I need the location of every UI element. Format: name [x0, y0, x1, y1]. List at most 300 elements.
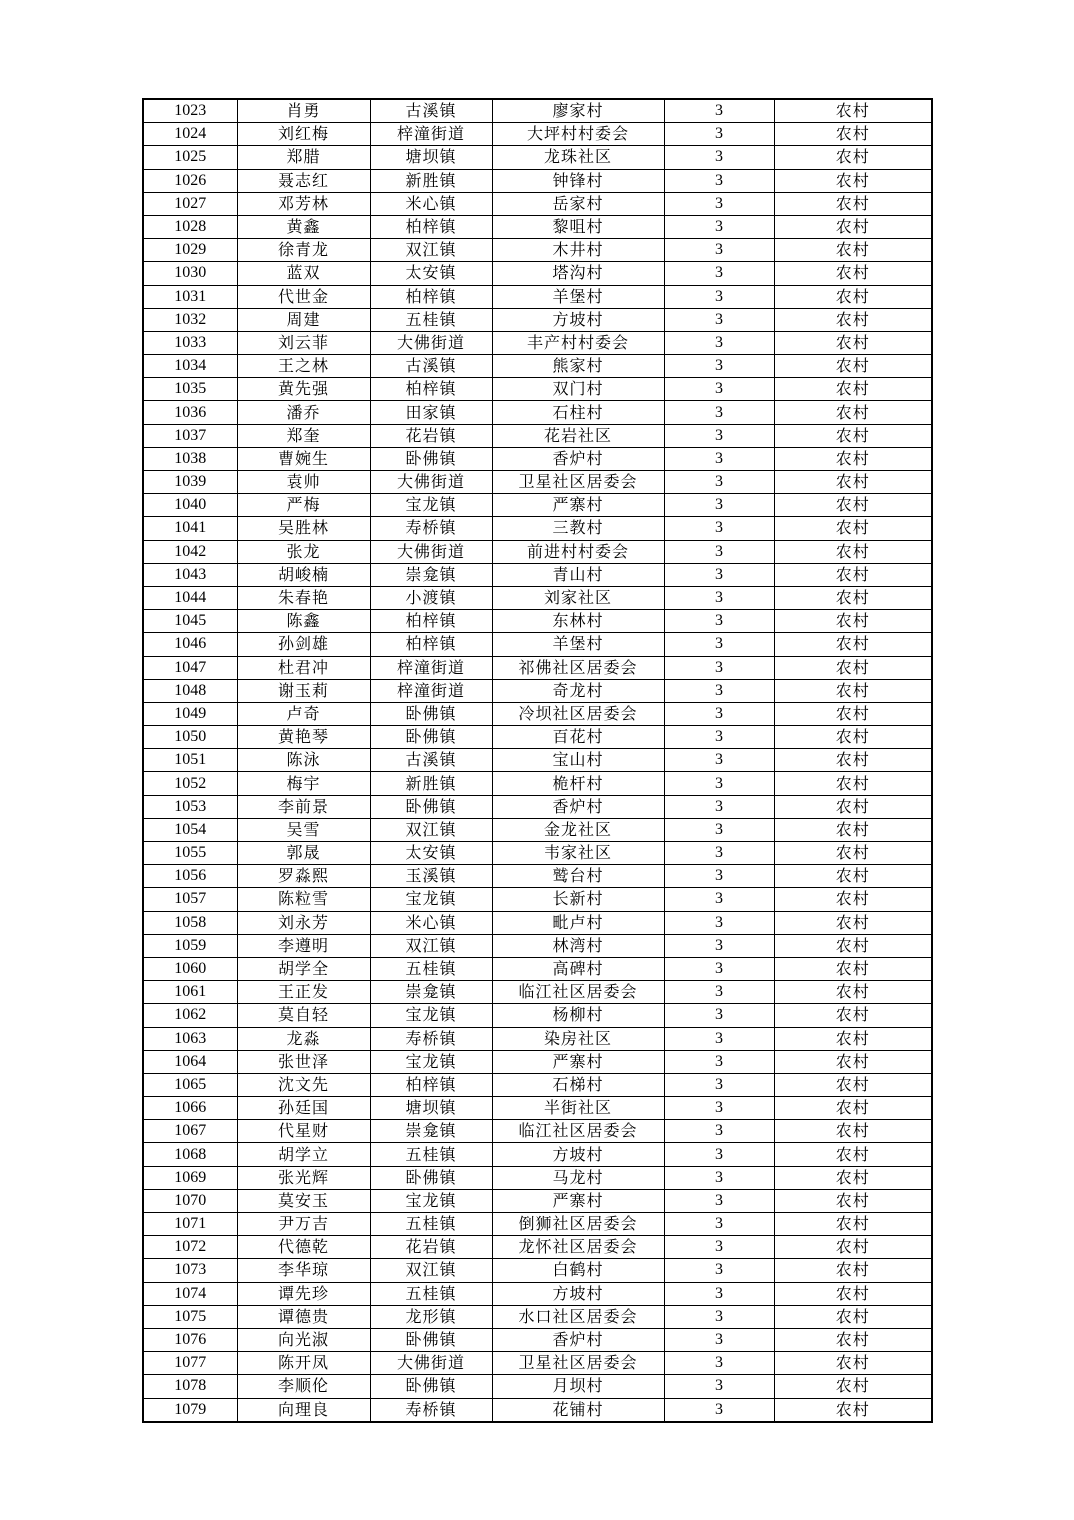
- category-cell: 农村: [774, 1073, 932, 1096]
- row-number-cell: 1023: [143, 99, 237, 123]
- count-cell: 3: [664, 656, 774, 679]
- category-cell: 农村: [774, 1120, 932, 1143]
- table-row: [143, 146, 932, 169]
- row-number-cell: 1064: [143, 1050, 237, 1073]
- category-cell: 农村: [774, 99, 932, 123]
- category-cell: 农村: [774, 610, 932, 633]
- table-row: [143, 1282, 932, 1305]
- table-row: [143, 795, 932, 818]
- count-cell: 3: [664, 494, 774, 517]
- village-cell: 羊堡村: [492, 285, 664, 308]
- village-cell: 石梯村: [492, 1073, 664, 1096]
- category-cell: 农村: [774, 656, 932, 679]
- count-cell: 3: [664, 169, 774, 192]
- name-cell: 谭德贵: [237, 1305, 370, 1328]
- category-cell: 农村: [774, 726, 932, 749]
- town-cell: 卧佛镇: [370, 1375, 492, 1398]
- name-cell: 胡峻楠: [237, 563, 370, 586]
- table-row: [143, 308, 932, 331]
- table-row: [143, 1236, 932, 1259]
- table-row: [143, 169, 932, 192]
- town-cell: 梓潼街道: [370, 656, 492, 679]
- table-row: [143, 842, 932, 865]
- town-cell: 新胜镇: [370, 169, 492, 192]
- village-cell: 毗卢村: [492, 911, 664, 934]
- row-number-cell: 1063: [143, 1027, 237, 1050]
- name-cell: 周建: [237, 308, 370, 331]
- village-cell: 香炉村: [492, 795, 664, 818]
- village-cell: 金龙社区: [492, 818, 664, 841]
- category-cell: 农村: [774, 262, 932, 285]
- row-number-cell: 1072: [143, 1236, 237, 1259]
- town-cell: 五桂镇: [370, 957, 492, 980]
- category-cell: 农村: [774, 355, 932, 378]
- name-cell: 李遵明: [237, 934, 370, 957]
- row-number-cell: 1069: [143, 1166, 237, 1189]
- town-cell: 柏梓镇: [370, 285, 492, 308]
- village-cell: 祁佛社区居委会: [492, 656, 664, 679]
- table-row: [143, 378, 932, 401]
- table-row: [143, 355, 932, 378]
- village-cell: 鹫台村: [492, 865, 664, 888]
- table-row: [143, 99, 932, 123]
- count-cell: 3: [664, 934, 774, 957]
- name-cell: 谭先珍: [237, 1282, 370, 1305]
- name-cell: 邓芳林: [237, 192, 370, 215]
- row-number-cell: 1034: [143, 355, 237, 378]
- row-number-cell: 1065: [143, 1073, 237, 1096]
- village-cell: 前进村村委会: [492, 540, 664, 563]
- category-cell: 农村: [774, 981, 932, 1004]
- count-cell: 3: [664, 540, 774, 563]
- table-row: [143, 888, 932, 911]
- town-cell: 五桂镇: [370, 1282, 492, 1305]
- village-cell: 杨柳村: [492, 1004, 664, 1027]
- village-cell: 马龙村: [492, 1166, 664, 1189]
- count-cell: 3: [664, 1189, 774, 1212]
- row-number-cell: 1056: [143, 865, 237, 888]
- village-cell: 桅杆村: [492, 772, 664, 795]
- row-number-cell: 1032: [143, 308, 237, 331]
- town-cell: 大佛街道: [370, 1352, 492, 1375]
- village-cell: 方坡村: [492, 308, 664, 331]
- category-cell: 农村: [774, 818, 932, 841]
- count-cell: 3: [664, 1027, 774, 1050]
- row-number-cell: 1067: [143, 1120, 237, 1143]
- name-cell: 张龙: [237, 540, 370, 563]
- name-cell: 沈文先: [237, 1073, 370, 1096]
- name-cell: 代星财: [237, 1120, 370, 1143]
- table-row: [143, 1120, 932, 1143]
- row-number-cell: 1046: [143, 633, 237, 656]
- table-row: [143, 934, 932, 957]
- count-cell: 3: [664, 123, 774, 146]
- row-number-cell: 1028: [143, 215, 237, 238]
- name-cell: 龙淼: [237, 1027, 370, 1050]
- row-number-cell: 1073: [143, 1259, 237, 1282]
- village-cell: 黎咀村: [492, 215, 664, 238]
- category-cell: 农村: [774, 308, 932, 331]
- category-cell: 农村: [774, 494, 932, 517]
- category-cell: 农村: [774, 378, 932, 401]
- category-cell: 农村: [774, 401, 932, 424]
- town-cell: 崇龛镇: [370, 563, 492, 586]
- table-row: [143, 957, 932, 980]
- town-cell: 塘坝镇: [370, 146, 492, 169]
- row-number-cell: 1036: [143, 401, 237, 424]
- row-number-cell: 1042: [143, 540, 237, 563]
- row-number-cell: 1054: [143, 818, 237, 841]
- row-number-cell: 1059: [143, 934, 237, 957]
- village-cell: 三教村: [492, 517, 664, 540]
- table-row: [143, 1027, 932, 1050]
- village-cell: 钟锋村: [492, 169, 664, 192]
- category-cell: 农村: [774, 772, 932, 795]
- village-cell: 严寨村: [492, 1189, 664, 1212]
- table-row: [143, 586, 932, 609]
- village-cell: 林湾村: [492, 934, 664, 957]
- count-cell: 3: [664, 447, 774, 470]
- town-cell: 宝龙镇: [370, 1004, 492, 1027]
- count-cell: 3: [664, 1375, 774, 1398]
- row-number-cell: 1071: [143, 1213, 237, 1236]
- name-cell: 孙剑雄: [237, 633, 370, 656]
- town-cell: 大佛街道: [370, 331, 492, 354]
- name-cell: 严梅: [237, 494, 370, 517]
- town-cell: 梓潼街道: [370, 123, 492, 146]
- town-cell: 大佛街道: [370, 540, 492, 563]
- town-cell: 双江镇: [370, 239, 492, 262]
- category-cell: 农村: [774, 517, 932, 540]
- row-number-cell: 1058: [143, 911, 237, 934]
- table-row: [143, 1166, 932, 1189]
- count-cell: 3: [664, 1398, 774, 1422]
- row-number-cell: 1029: [143, 239, 237, 262]
- town-cell: 米心镇: [370, 192, 492, 215]
- row-number-cell: 1068: [143, 1143, 237, 1166]
- town-cell: 玉溪镇: [370, 865, 492, 888]
- category-cell: 农村: [774, 934, 932, 957]
- count-cell: 3: [664, 1352, 774, 1375]
- town-cell: 梓潼街道: [370, 679, 492, 702]
- count-cell: 3: [664, 285, 774, 308]
- table-row: [143, 772, 932, 795]
- name-cell: 朱春艳: [237, 586, 370, 609]
- count-cell: 3: [664, 331, 774, 354]
- village-cell: 刘家社区: [492, 586, 664, 609]
- table-row: [143, 1189, 932, 1212]
- row-number-cell: 1061: [143, 981, 237, 1004]
- count-cell: 3: [664, 842, 774, 865]
- name-cell: 陈粒雪: [237, 888, 370, 911]
- category-cell: 农村: [774, 1375, 932, 1398]
- name-cell: 郑腊: [237, 146, 370, 169]
- town-cell: 米心镇: [370, 911, 492, 934]
- name-cell: 王正发: [237, 981, 370, 1004]
- row-number-cell: 1051: [143, 749, 237, 772]
- row-number-cell: 1055: [143, 842, 237, 865]
- name-cell: 杜君冲: [237, 656, 370, 679]
- village-cell: 卫星社区居委会: [492, 1352, 664, 1375]
- table-row: [143, 1375, 932, 1398]
- count-cell: 3: [664, 795, 774, 818]
- village-cell: 水口社区居委会: [492, 1305, 664, 1328]
- town-cell: 新胜镇: [370, 772, 492, 795]
- row-number-cell: 1057: [143, 888, 237, 911]
- count-cell: 3: [664, 355, 774, 378]
- name-cell: 聂志红: [237, 169, 370, 192]
- table-row: [143, 702, 932, 725]
- table-row: [143, 331, 932, 354]
- table-row: [143, 401, 932, 424]
- village-cell: 韦家社区: [492, 842, 664, 865]
- town-cell: 太安镇: [370, 262, 492, 285]
- town-cell: 五桂镇: [370, 1213, 492, 1236]
- category-cell: 农村: [774, 123, 932, 146]
- category-cell: 农村: [774, 586, 932, 609]
- category-cell: 农村: [774, 1282, 932, 1305]
- table-row: [143, 865, 932, 888]
- village-cell: 丰产村村委会: [492, 331, 664, 354]
- row-number-cell: 1045: [143, 610, 237, 633]
- town-cell: 寿桥镇: [370, 1027, 492, 1050]
- name-cell: 李顺伦: [237, 1375, 370, 1398]
- row-number-cell: 1041: [143, 517, 237, 540]
- name-cell: 吴雪: [237, 818, 370, 841]
- count-cell: 3: [664, 1097, 774, 1120]
- count-cell: 3: [664, 378, 774, 401]
- row-number-cell: 1050: [143, 726, 237, 749]
- row-number-cell: 1048: [143, 679, 237, 702]
- name-cell: 李前景: [237, 795, 370, 818]
- table-row: [143, 1097, 932, 1120]
- village-cell: 香炉村: [492, 447, 664, 470]
- name-cell: 陈开凤: [237, 1352, 370, 1375]
- count-cell: 3: [664, 749, 774, 772]
- town-cell: 卧佛镇: [370, 447, 492, 470]
- name-cell: 徐青龙: [237, 239, 370, 262]
- town-cell: 龙形镇: [370, 1305, 492, 1328]
- village-cell: 倒狮社区居委会: [492, 1213, 664, 1236]
- table-row: [143, 1213, 932, 1236]
- row-number-cell: 1078: [143, 1375, 237, 1398]
- table-row: [143, 563, 932, 586]
- town-cell: 双江镇: [370, 818, 492, 841]
- town-cell: 柏梓镇: [370, 633, 492, 656]
- name-cell: 谢玉莉: [237, 679, 370, 702]
- town-cell: 柏梓镇: [370, 1073, 492, 1096]
- category-cell: 农村: [774, 1259, 932, 1282]
- roster-table: [142, 98, 933, 1423]
- town-cell: 卧佛镇: [370, 702, 492, 725]
- count-cell: 3: [664, 308, 774, 331]
- count-cell: 3: [664, 192, 774, 215]
- village-cell: 岳家村: [492, 192, 664, 215]
- town-cell: 崇龛镇: [370, 981, 492, 1004]
- name-cell: 肖勇: [237, 99, 370, 123]
- town-cell: 宝龙镇: [370, 1050, 492, 1073]
- town-cell: 双江镇: [370, 1259, 492, 1282]
- row-number-cell: 1035: [143, 378, 237, 401]
- count-cell: 3: [664, 1282, 774, 1305]
- name-cell: 陈泳: [237, 749, 370, 772]
- category-cell: 农村: [774, 447, 932, 470]
- count-cell: 3: [664, 517, 774, 540]
- category-cell: 农村: [774, 563, 932, 586]
- row-number-cell: 1074: [143, 1282, 237, 1305]
- table-row: [143, 726, 932, 749]
- town-cell: 花岩镇: [370, 424, 492, 447]
- table-row: [143, 517, 932, 540]
- town-cell: 柏梓镇: [370, 378, 492, 401]
- town-cell: 卧佛镇: [370, 795, 492, 818]
- table-row: [143, 215, 932, 238]
- category-cell: 农村: [774, 865, 932, 888]
- category-cell: 农村: [774, 749, 932, 772]
- name-cell: 张世泽: [237, 1050, 370, 1073]
- name-cell: 潘乔: [237, 401, 370, 424]
- category-cell: 农村: [774, 215, 932, 238]
- count-cell: 3: [664, 99, 774, 123]
- category-cell: 农村: [774, 331, 932, 354]
- count-cell: 3: [664, 1259, 774, 1282]
- name-cell: 向理良: [237, 1398, 370, 1422]
- town-cell: 柏梓镇: [370, 215, 492, 238]
- name-cell: 胡学全: [237, 957, 370, 980]
- village-cell: 冷坝社区居委会: [492, 702, 664, 725]
- town-cell: 崇龛镇: [370, 1120, 492, 1143]
- village-cell: 花铺村: [492, 1398, 664, 1422]
- village-cell: 宝山村: [492, 749, 664, 772]
- table-row: [143, 981, 932, 1004]
- category-cell: 农村: [774, 1352, 932, 1375]
- category-cell: 农村: [774, 957, 932, 980]
- name-cell: 莫自轻: [237, 1004, 370, 1027]
- count-cell: 3: [664, 610, 774, 633]
- table-row: [143, 424, 932, 447]
- category-cell: 农村: [774, 1097, 932, 1120]
- town-cell: 卧佛镇: [370, 726, 492, 749]
- roster-table-container: [142, 98, 933, 1423]
- roster-table-body: [143, 99, 932, 1422]
- name-cell: 王之林: [237, 355, 370, 378]
- name-cell: 黄先强: [237, 378, 370, 401]
- row-number-cell: 1070: [143, 1189, 237, 1212]
- village-cell: 熊家村: [492, 355, 664, 378]
- table-row: [143, 285, 932, 308]
- name-cell: 黄鑫: [237, 215, 370, 238]
- row-number-cell: 1026: [143, 169, 237, 192]
- count-cell: 3: [664, 1143, 774, 1166]
- count-cell: 3: [664, 1050, 774, 1073]
- village-cell: 长新村: [492, 888, 664, 911]
- count-cell: 3: [664, 679, 774, 702]
- count-cell: 3: [664, 911, 774, 934]
- name-cell: 代世金: [237, 285, 370, 308]
- table-row: [143, 447, 932, 470]
- category-cell: 农村: [774, 842, 932, 865]
- name-cell: 莫安玉: [237, 1189, 370, 1212]
- row-number-cell: 1052: [143, 772, 237, 795]
- village-cell: 青山村: [492, 563, 664, 586]
- name-cell: 蓝双: [237, 262, 370, 285]
- count-cell: 3: [664, 633, 774, 656]
- name-cell: 李华琼: [237, 1259, 370, 1282]
- row-number-cell: 1049: [143, 702, 237, 725]
- town-cell: 宝龙镇: [370, 888, 492, 911]
- category-cell: 农村: [774, 633, 932, 656]
- name-cell: 代德乾: [237, 1236, 370, 1259]
- village-cell: 双门村: [492, 378, 664, 401]
- town-cell: 塘坝镇: [370, 1097, 492, 1120]
- name-cell: 吴胜林: [237, 517, 370, 540]
- category-cell: 农村: [774, 285, 932, 308]
- village-cell: 方坡村: [492, 1143, 664, 1166]
- table-row: [143, 818, 932, 841]
- village-cell: 方坡村: [492, 1282, 664, 1305]
- name-cell: 陈鑫: [237, 610, 370, 633]
- count-cell: 3: [664, 1328, 774, 1351]
- row-number-cell: 1027: [143, 192, 237, 215]
- count-cell: 3: [664, 726, 774, 749]
- row-number-cell: 1075: [143, 1305, 237, 1328]
- row-number-cell: 1033: [143, 331, 237, 354]
- town-cell: 卧佛镇: [370, 1328, 492, 1351]
- table-row: [143, 1073, 932, 1096]
- name-cell: 胡学立: [237, 1143, 370, 1166]
- count-cell: 3: [664, 1004, 774, 1027]
- category-cell: 农村: [774, 540, 932, 563]
- table-row: [143, 123, 932, 146]
- village-cell: 卫星社区居委会: [492, 471, 664, 494]
- village-cell: 香炉村: [492, 1328, 664, 1351]
- table-row: [143, 1328, 932, 1351]
- village-cell: 临江社区居委会: [492, 1120, 664, 1143]
- category-cell: 农村: [774, 702, 932, 725]
- count-cell: 3: [664, 1305, 774, 1328]
- village-cell: 花岩社区: [492, 424, 664, 447]
- village-cell: 染房社区: [492, 1027, 664, 1050]
- table-row: [143, 656, 932, 679]
- village-cell: 严寨村: [492, 494, 664, 517]
- count-cell: 3: [664, 239, 774, 262]
- town-cell: 寿桥镇: [370, 517, 492, 540]
- count-cell: 3: [664, 424, 774, 447]
- count-cell: 3: [664, 1120, 774, 1143]
- row-number-cell: 1060: [143, 957, 237, 980]
- category-cell: 农村: [774, 1189, 932, 1212]
- table-row: [143, 239, 932, 262]
- name-cell: 张光辉: [237, 1166, 370, 1189]
- town-cell: 寿桥镇: [370, 1398, 492, 1422]
- table-row: [143, 1305, 932, 1328]
- table-row: [143, 1398, 932, 1422]
- table-row: [143, 540, 932, 563]
- count-cell: 3: [664, 215, 774, 238]
- count-cell: 3: [664, 865, 774, 888]
- village-cell: 木井村: [492, 239, 664, 262]
- table-row: [143, 262, 932, 285]
- table-row: [143, 1259, 932, 1282]
- village-cell: 廖家村: [492, 99, 664, 123]
- category-cell: 农村: [774, 146, 932, 169]
- name-cell: 刘红梅: [237, 123, 370, 146]
- table-row: [143, 610, 932, 633]
- name-cell: 郭晟: [237, 842, 370, 865]
- town-cell: 花岩镇: [370, 1236, 492, 1259]
- table-row: [143, 471, 932, 494]
- village-cell: 羊堡村: [492, 633, 664, 656]
